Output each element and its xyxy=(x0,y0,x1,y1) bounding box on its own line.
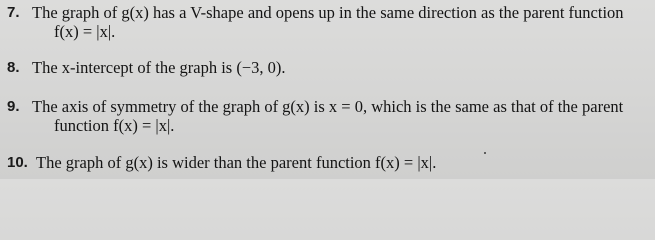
paper-speck xyxy=(484,152,486,154)
item-text-line-1: The graph of g(x) has a V-shape and opens up in the same direction as the parent function xyxy=(32,3,624,22)
item-text-line-2: function f(x) = |x|. xyxy=(54,116,175,135)
item-text-line-1: The axis of symmetry of the graph of g(x) is x = 0, which is the same as that of the parent xyxy=(32,97,624,116)
item-number: 7. xyxy=(7,4,20,21)
item-number: 10. xyxy=(7,154,28,171)
item-text-line-1: The x-intercept of the graph is (−3, 0). xyxy=(32,58,286,77)
item-text-line-2: f(x) = |x|. xyxy=(54,22,116,41)
item-number: 8. xyxy=(7,59,20,76)
item-number: 9. xyxy=(7,98,20,115)
item-text-line-1: The graph of g(x) is wider than the parent function f(x) = |x|. xyxy=(36,153,437,172)
